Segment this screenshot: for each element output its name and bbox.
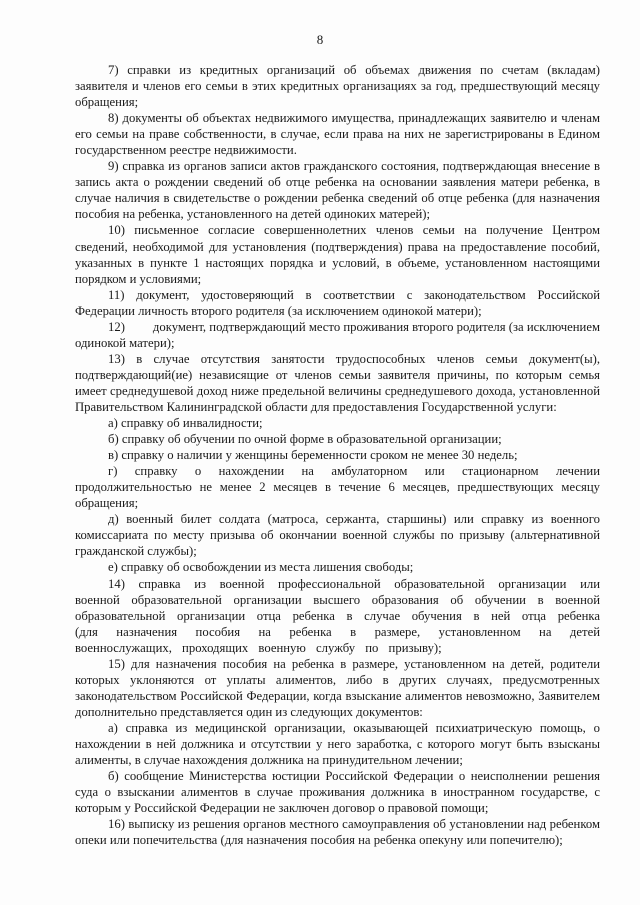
paragraph-9: 9) справка из органов записи актов гражданского состояния, подтверждающая внесение в запись акта о рождении сведений об отце ребенка на основании заявления матери ребенка, в случае наличия в свидетельстве о рождении ребенка сведений об отце ребенка (для назначения пособия на ребенка, установленного на детей одиноких матерей); <box>75 159 600 222</box>
paragraph-13: 13) в случае отсутствия занятости трудоспособных членов семьи документ(ы), подтверждающий(ие) независящие от членов семьи заявителя причины, по которым семья имеет среднедушевой доход ниже предельной величины среднедушевого дохода, установленной Правительством Калининградской области для предоставления Государственной услуги: <box>75 351 600 414</box>
paragraph-12-text: документ, подтверждающий место проживания второго родителя (за исключением одинокой матери); <box>75 319 600 350</box>
paragraph-13-b: б) справку об обучении по очной форме в образовательной организации; <box>108 432 502 447</box>
paragraph-14: 14) справка из военной профессиональной образовательной организации или военной образовательной организации высшего образования об обучении в военной образовательной организации отца ребенка в случае обучения в ней отца ребенка (для назначения пособия на ребенка в размере, установленном на детей военнослужащих, проходящих военную службу по призыву); <box>75 576 600 655</box>
paragraph-15-b: б) сообщение Министерства юстиции Российской Федерации о неисполнении решения суда о взыскании алиментов в случае проживания должника в иностранном государстве, с которым у Российской Федерации не заключен договор о правовой помощи; <box>75 769 600 816</box>
paragraph-13-c: в) справку о наличии у женщины беременности сроком не менее 30 недель; <box>108 448 518 463</box>
document-body <box>75 62 600 848</box>
paragraph-10: 10) письменное согласие совершеннолетних членов семьи на получение Центром сведений, необходимой для установления (подтверждения) права на предоставление пособий, указанных в пункте 1 настоящих порядка и условий, в объеме, установленном настоящими порядком и условиями; <box>75 223 600 286</box>
paragraph-13-d: г) справку о нахождении на амбулаторном или стационарном лечении продолжительностью не менее 2 месяцев в течение 6 месяцев, предшествующих месяцу обращения; <box>75 464 600 511</box>
paragraph-13-e: д) военный билет солдата (матроса, сержанта, старшины) или справку из военного комиссариата по месту призыва об окончании военной службы по призыву (альтернативной гражданской службы); <box>75 512 600 559</box>
paragraph-7: 7) справки из кредитных организаций об объемах движения по счетам (вкладам) заявителя и членов его семьи в этих кредитных организациях за год, предшествующий месяцу обращения; <box>75 63 600 110</box>
paragraph-15: 15) для назначения пособия на ребенка в размере, установленном на детей, родители которых уклоняются от уплаты алиментов, либо в других случаях, предусмотренных законодательством Российской Федерации, когда взыскание алиментов невозможно, Заявителем дополнительно представляется один из следующих документов: <box>75 656 600 719</box>
page-number: 8 <box>316 32 324 47</box>
paragraph-11: 11) документ, удостоверяющий в соответствии с законодательством Российской Федерации личность второго родителя (за исключением одинокой матери); <box>75 287 600 318</box>
paragraph-13-a: а) справку об инвалидности; <box>108 416 263 431</box>
paragraph-12-number: 12) <box>108 319 125 334</box>
paragraph-12 <box>75 319 600 351</box>
paragraph-8: 8) документы об объектах недвижимого имущества, принадлежащих заявителю и членам его семьи на праве собственности, в случае, если права на них не зарегистрированы в Едином государственном реестре недвижимости. <box>75 111 600 158</box>
paragraph-15-a: а) справка из медицинской организации, оказывающей психиатрическую помощь, о нахождении в ней должника и отсутствии у него заработка, с которого могут быть взысканы алименты, в случае нахождения должника на принудительном лечении; <box>75 720 600 768</box>
paragraph-16: 16) выписку из решения органов местного самоуправления об установлении над ребенком опеки или попечительства (для назначения пособия на ребенка опекуну или попечителю); <box>75 817 600 848</box>
paragraph-13-f: е) справку об освобождении из места лишения свободы; <box>108 560 414 575</box>
